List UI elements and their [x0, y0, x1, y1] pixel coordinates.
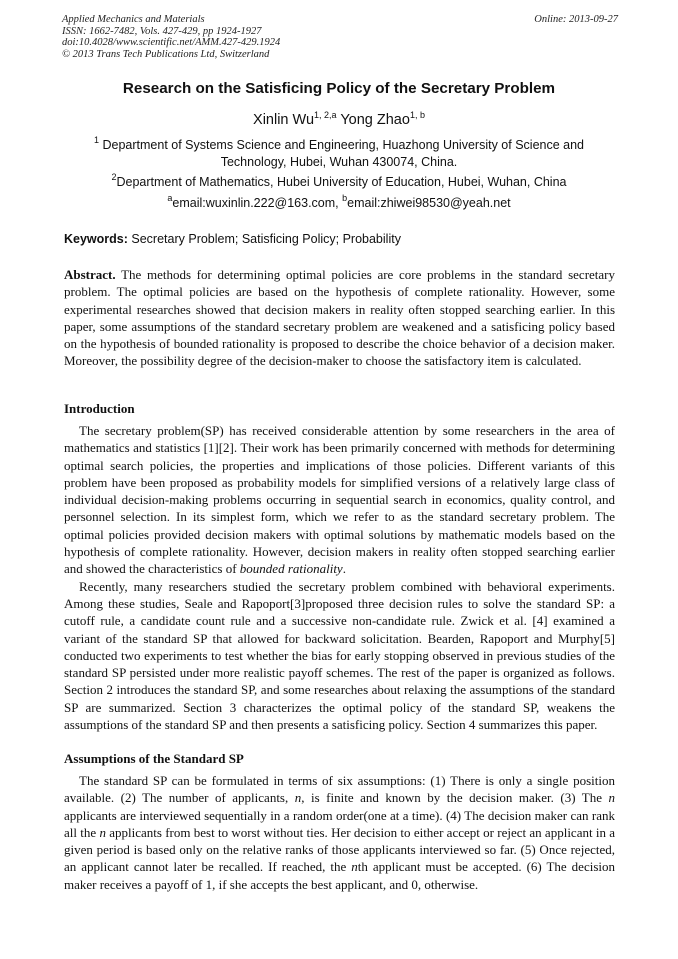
italic-variable: n: [99, 824, 106, 840]
paragraph-text: .: [342, 561, 346, 577]
journal-header: [62, 14, 618, 60]
italic-variable: n: [608, 790, 616, 806]
affiliation-superscript: 1: [93, 135, 99, 145]
email-superscript: b: [342, 193, 348, 203]
section-heading-introduction: Introduction: [64, 401, 135, 416]
author-superscript: 1, 2,a: [314, 110, 337, 120]
paragraph-text: applicants from best to worst without ties. Her decision to either accept or reject an applicant in a given period is based only on the relative ranks of those applicants interviewed so far. (5) Once rejected, an applicant cannot later be recalled. If reached, the: [64, 824, 616, 875]
italic-variable: n: [294, 790, 302, 806]
abstract-text: The methods for determining optimal policies are core problems in the standard secretary problem. The optimal policies are based on the hypothesis of complete rationality. However, some experimental researches showed that decision makers in reality often stopped searching earlier. In this paper, some assumptions of the standard secretary problem are weakened and a satisficing policy based on the hypothesis of bounded rationality is proposed to describe the choice behavior of a decision maker. Moreover, the possibility degree of the decision-maker to choose the satisfactory item is calculated.: [64, 267, 616, 369]
introduction-body: [64, 422, 615, 733]
affiliation-text: Department of Systems Science and Engineering, Huazhong University of Science and: [102, 138, 584, 152]
section-heading-assumptions: Assumptions of the Standard SP: [64, 751, 244, 766]
paragraph-text: applicants are interviewed sequentially in a random order(one at a time). (4) The decision maker can rank all the: [64, 807, 615, 840]
affiliation-1: [80, 137, 598, 171]
paragraph-text: th applicant must be accepted. (6) The decision maker receives a payoff of 1, if she accepts the best applicant, and 0, otherwise.: [64, 859, 615, 892]
affiliation-2: [80, 174, 598, 191]
keywords-label: Keywords:: [64, 232, 128, 246]
keywords-line: [64, 232, 401, 246]
paragraph-text: , is finite and known by the decision maker. (3) The: [301, 790, 603, 806]
email-address: email:wuxinlin.222@163.com,: [172, 196, 339, 210]
affiliation-superscript: 2: [111, 172, 117, 182]
keywords-text: Secretary Problem; Satisficing Policy; Probability: [131, 232, 401, 246]
paragraph-text: The standard SP can be formulated in terms of six assumptions: (1) There is only a single position available. (2) The number of applicants,: [64, 773, 615, 806]
author-superscript: 1, b: [409, 110, 425, 120]
email-line: [80, 195, 598, 212]
copyright-line: © 2013 Trans Tech Publications Ltd, Switzerland: [62, 48, 270, 60]
paragraph: [64, 772, 615, 893]
paper-title: Research on the Satisficing Policy of the Secretary Problem: [122, 80, 556, 97]
email-superscript: a: [167, 193, 173, 203]
author-name: Xinlin Wu: [253, 112, 315, 128]
paragraph: [64, 422, 615, 578]
affiliation-text: Technology, Hubei, Wuhan 430074, China.: [220, 155, 458, 169]
assumptions-body: [64, 772, 615, 893]
paragraph: Recently, many researchers studied the secretary problem combined with behavioral experiments. Among these studies, Seale and Rapoport[3]proposed three decision rules to solve the standard SP: a cutoff rule, a candidate count rule and a successive non-candidate rule. Zwick et al. [4] examined a variant of the standard SP that allowed for backward solicitation. Bearden, Rapoport and Murphy[5] conducted two experiments to test whether the bias for early stopping observed in previous studies of the standard SP persisted under more realistic payoff schemes. The rest of the paper is organized as follows. Section 2 introduces the standard SP, and some researches about relaxing the assumptions of the standard SP are summarized. Section 3 characterizes the optimal policy of the standard SP, weakens the assumptions of the standard SP and then presents a satisficing policy. Section 4 summarizes this paper.: [64, 578, 615, 733]
doi-line: doi:10.4028/www.scientific.net/AMM.427-429.1924: [62, 37, 281, 49]
italic-variable: n: [351, 859, 358, 875]
italic-term: bounded rationality: [239, 561, 343, 577]
author-line: [0, 112, 678, 128]
abstract-label: Abstract.: [64, 267, 116, 282]
journal-name: Applied Mechanics and Materials: [62, 14, 205, 25]
issn-line: ISSN: 1662-7482, Vols. 427-429, pp 1924-1927: [62, 25, 262, 37]
online-date: Online: 2013-09-27: [534, 14, 618, 25]
author-name: Yong Zhao: [340, 112, 410, 128]
paragraph-text: The secretary problem(SP) has received considerable attention by some researchers in the area of mathematics and statistics [1][2]. Their work has been primarily concerned with methods for determining optimal search policies, the properties and implications of those policies. Different variants of this problem have been proposed as probability models for simplified versions of a relatively large class of individual decision-making problems occurring in sequential search in economics, quality control, and personnel selection. In its simplest form, which we refer to as the standard secretary problem. The optimal policies provided decision makers with optimal solutions by mathematic models based on the hypothesis of complete rationality. However, decision makers in reality often stopped searching earlier and showed the characteristics of: [64, 423, 615, 577]
affiliation-text: Department of Mathematics, Hubei University of Education, Hubei, Wuhan, China: [116, 175, 567, 189]
abstract-paragraph: [64, 266, 615, 370]
email-address: email:zhiwei98530@yeah.net: [347, 196, 511, 210]
